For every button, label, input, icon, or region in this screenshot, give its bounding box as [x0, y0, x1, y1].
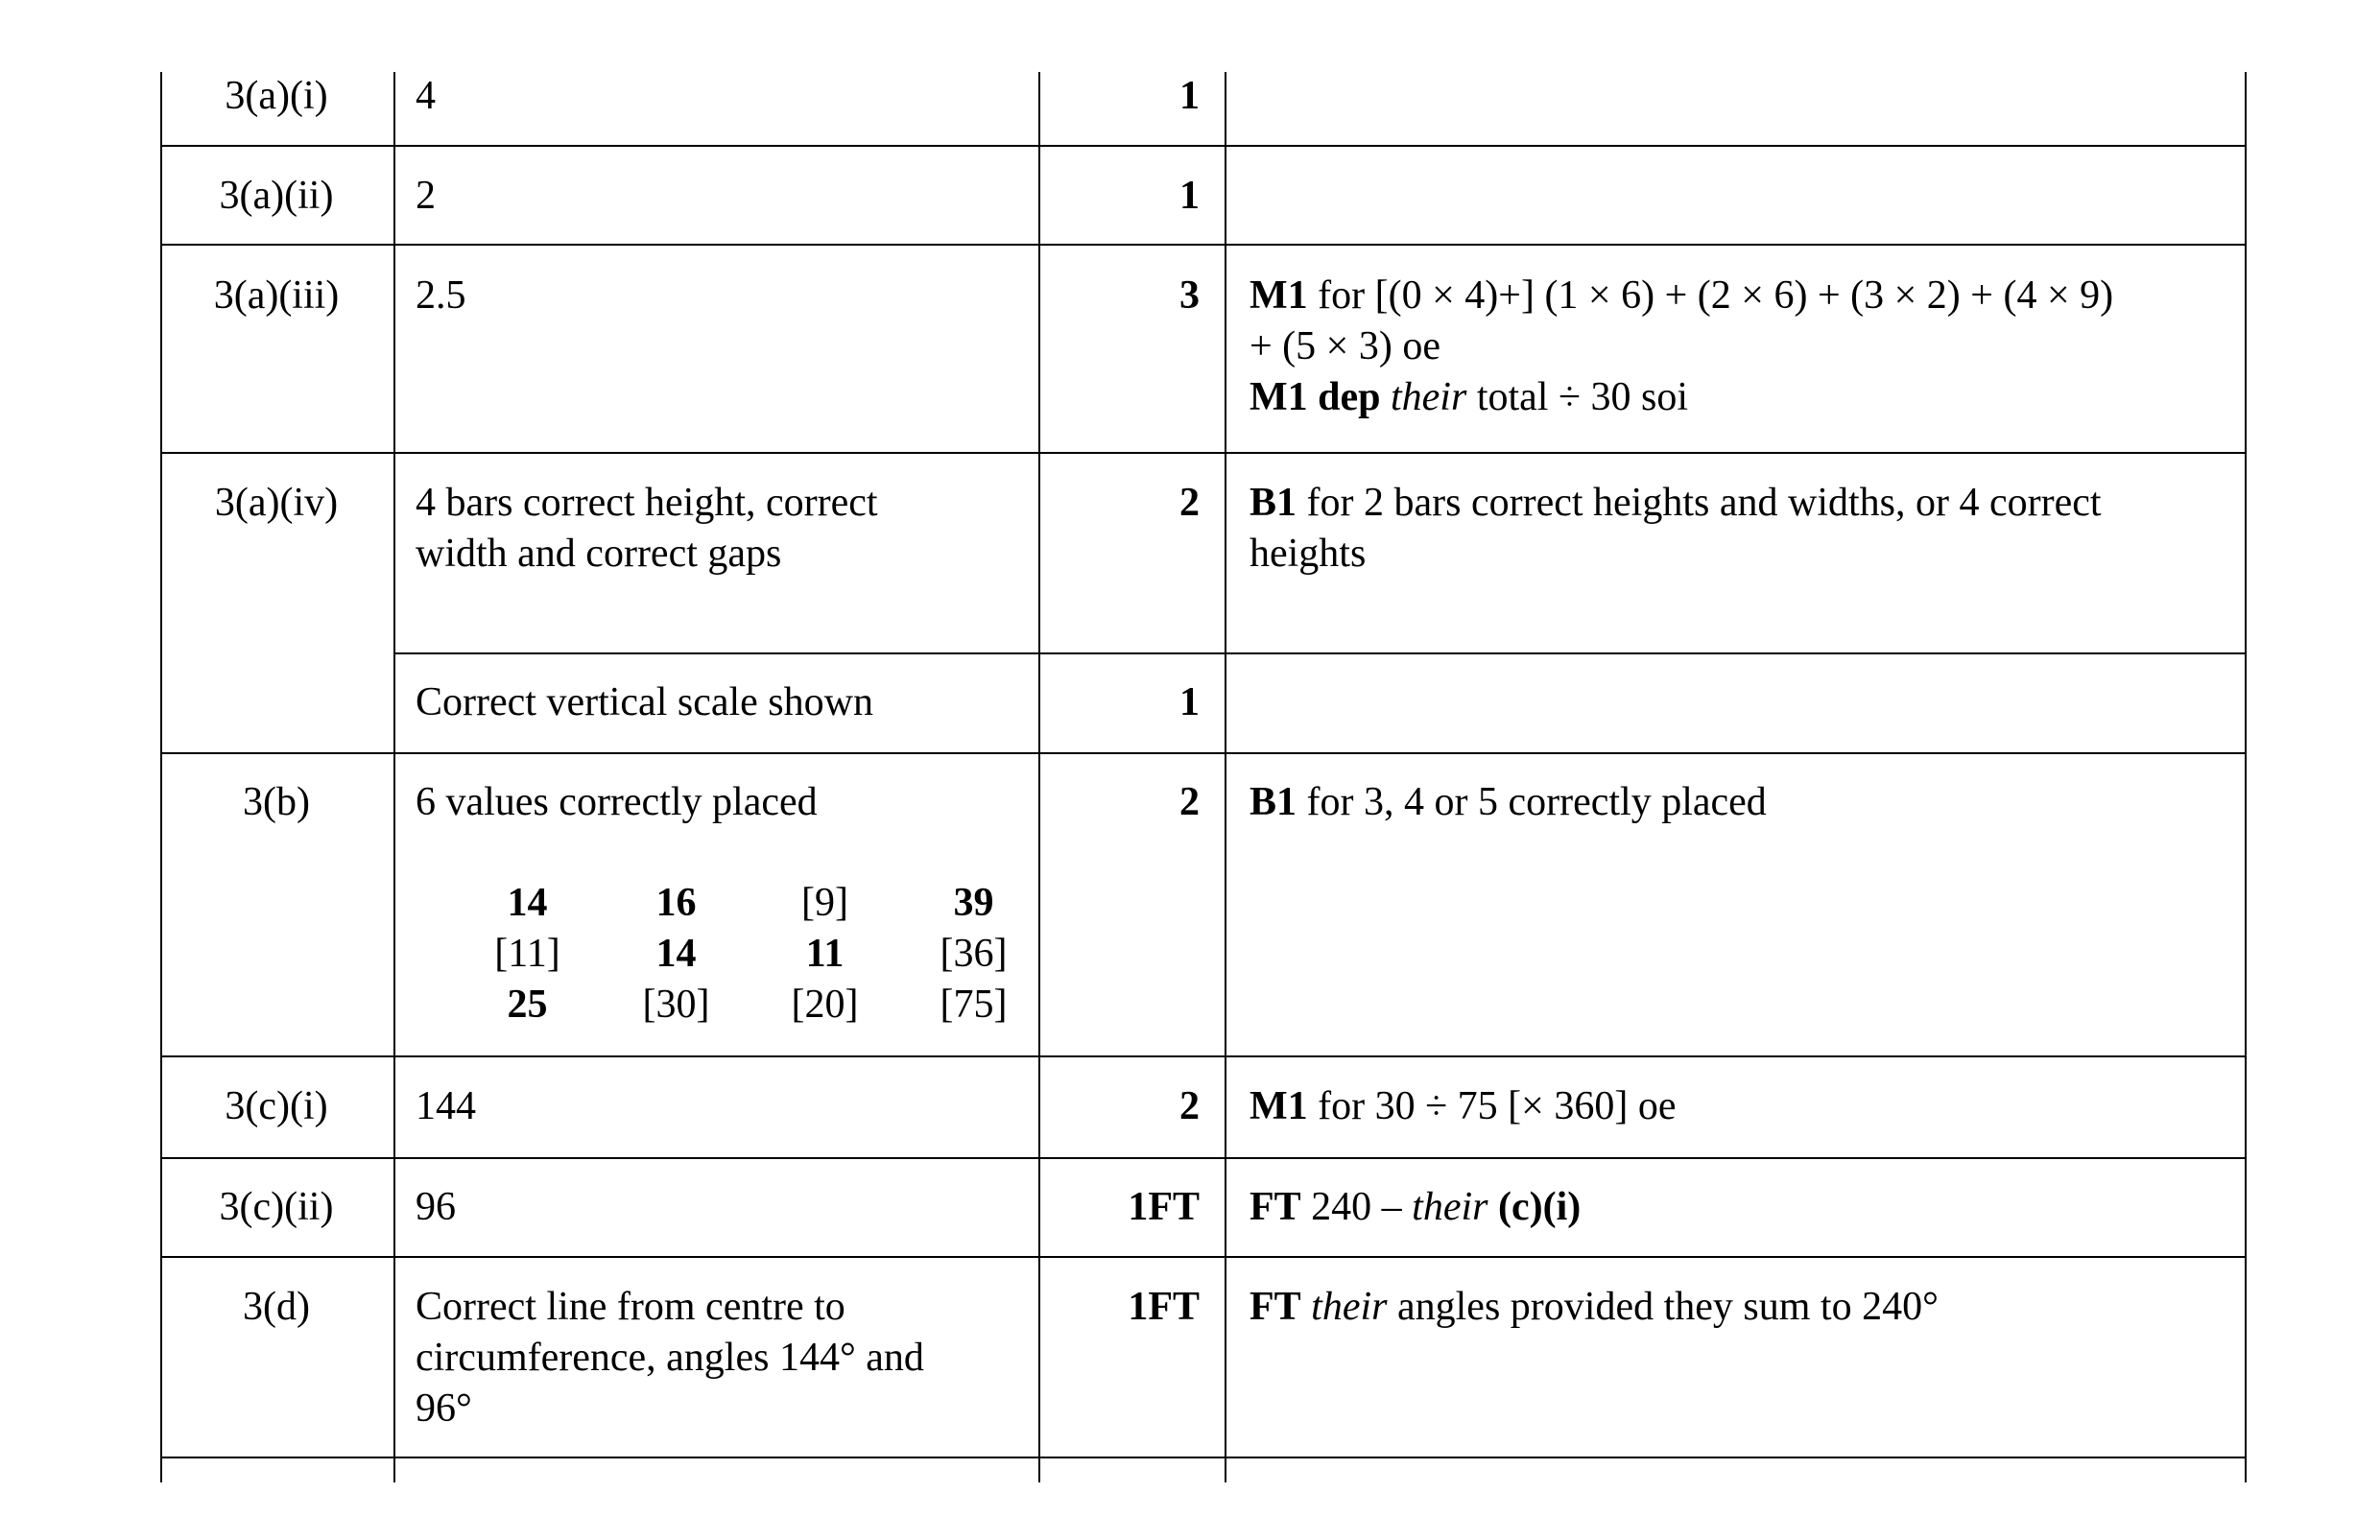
row-line — [160, 1157, 2247, 1159]
question-number: 3(c)(ii) — [219, 1185, 334, 1229]
question-number: 3(a)(ii) — [219, 174, 334, 218]
value-cell: [75] — [940, 983, 1008, 1027]
col-line-2 — [393, 72, 395, 1482]
guidance-line — [1250, 777, 1767, 828]
value-cell: 11 — [805, 932, 845, 976]
question-number: 3(a)(iii) — [213, 273, 340, 318]
guidance-text: for 3, 4 or 5 correctly placed — [1297, 780, 1767, 824]
guidance-text: heights — [1250, 532, 1367, 576]
answer: 2.5 — [416, 273, 466, 318]
value-cell: [11] — [494, 932, 560, 976]
answer-line: 96° — [416, 1386, 472, 1431]
answer: Correct vertical scale shown — [416, 680, 873, 724]
value-cell: [36] — [940, 932, 1008, 976]
answer: 2 — [416, 174, 436, 218]
value-cell: 14 — [507, 881, 548, 925]
question-number: 3(b) — [243, 780, 310, 824]
guidance-italic: their — [1300, 1285, 1388, 1329]
answer-line: 4 bars correct height, correct — [416, 481, 878, 525]
values-row — [453, 878, 1048, 929]
guidance-text: for 30 ÷ 75 [× 360] oe — [1307, 1084, 1677, 1128]
row-line — [160, 1457, 2247, 1458]
guidance-line — [1250, 271, 2113, 321]
mark-code: FT — [1250, 1285, 1301, 1329]
guidance-italic: their — [1391, 375, 1467, 419]
marks: 1 — [1179, 680, 1200, 724]
guidance-line — [1250, 478, 2102, 529]
guidance-text: for 2 bars correct heights and widths, or 4 correct — [1297, 481, 2102, 525]
guidance-line — [1250, 372, 1688, 423]
mark-code: B1 — [1250, 780, 1297, 824]
row-line — [393, 652, 2247, 654]
guidance-line — [1250, 1081, 1676, 1132]
row-line — [160, 452, 2247, 454]
marks: 3 — [1179, 273, 1200, 318]
answer: 4 — [416, 74, 436, 118]
answer-line: circumference, angles 144° and — [416, 1336, 924, 1380]
mark-code: M1 — [1250, 273, 1308, 318]
guidance-text: 240 – — [1300, 1185, 1413, 1229]
values-table — [453, 878, 1048, 1031]
marks: 2 — [1179, 1084, 1200, 1128]
question-number: 3(a)(i) — [225, 74, 328, 118]
value-cell: 16 — [655, 881, 697, 925]
col-line-3 — [1038, 72, 1040, 1482]
mark-code: M1 — [1250, 1084, 1308, 1128]
value-cell: 25 — [507, 983, 548, 1027]
answer: 96 — [416, 1185, 456, 1229]
row-line — [160, 145, 2247, 147]
value-cell: [9] — [801, 881, 848, 925]
col-line-4 — [1225, 72, 1226, 1482]
marks: 1FT — [1128, 1185, 1200, 1229]
answer-line: width and correct gaps — [416, 532, 782, 576]
col-line-5 — [2245, 72, 2247, 1482]
mark-code: B1 — [1250, 481, 1297, 525]
marks: 2 — [1179, 481, 1200, 525]
marks: 1 — [1179, 174, 1200, 218]
row-line — [160, 244, 2247, 246]
value-cell: 39 — [953, 881, 994, 925]
question-number: 3(a)(iv) — [214, 481, 339, 525]
answer: 144 — [416, 1084, 476, 1128]
guidance-bold: (c)(i) — [1488, 1185, 1582, 1229]
value-cell: 14 — [655, 932, 697, 976]
marks: 1FT — [1128, 1285, 1200, 1329]
answer-line: Correct line from centre to — [416, 1285, 845, 1329]
guidance-line — [1250, 529, 1366, 580]
guidance-text: for [(0 × 4)+] (1 × 6) + (2 × 6) + (3 × 2) + (4 × 9) — [1307, 273, 2114, 318]
guidance-text: angles provided they sum to 240° — [1387, 1285, 1939, 1329]
value-cell: [20] — [791, 983, 859, 1027]
marks: 1 — [1179, 74, 1200, 118]
guidance-text: total ÷ 30 soi — [1466, 375, 1689, 419]
question-number: 3(c)(i) — [225, 1084, 328, 1128]
marks: 2 — [1179, 780, 1200, 824]
guidance-text: + (5 × 3) oe — [1250, 324, 1440, 368]
question-number: 3(d) — [243, 1285, 310, 1329]
value-cell: [30] — [642, 983, 710, 1027]
guidance-line — [1250, 1282, 1939, 1333]
row-line — [160, 1055, 2247, 1057]
row-line — [160, 1256, 2247, 1258]
mark-code: M1 dep — [1250, 375, 1381, 419]
values-row — [453, 980, 1048, 1031]
mark-code: FT — [1250, 1185, 1301, 1229]
guidance-italic: their — [1412, 1185, 1488, 1229]
row-line — [160, 752, 2247, 754]
guidance-line — [1250, 321, 1440, 372]
answer: 6 values correctly placed — [416, 780, 818, 824]
guidance-line — [1250, 1182, 1581, 1233]
values-row — [453, 929, 1048, 980]
